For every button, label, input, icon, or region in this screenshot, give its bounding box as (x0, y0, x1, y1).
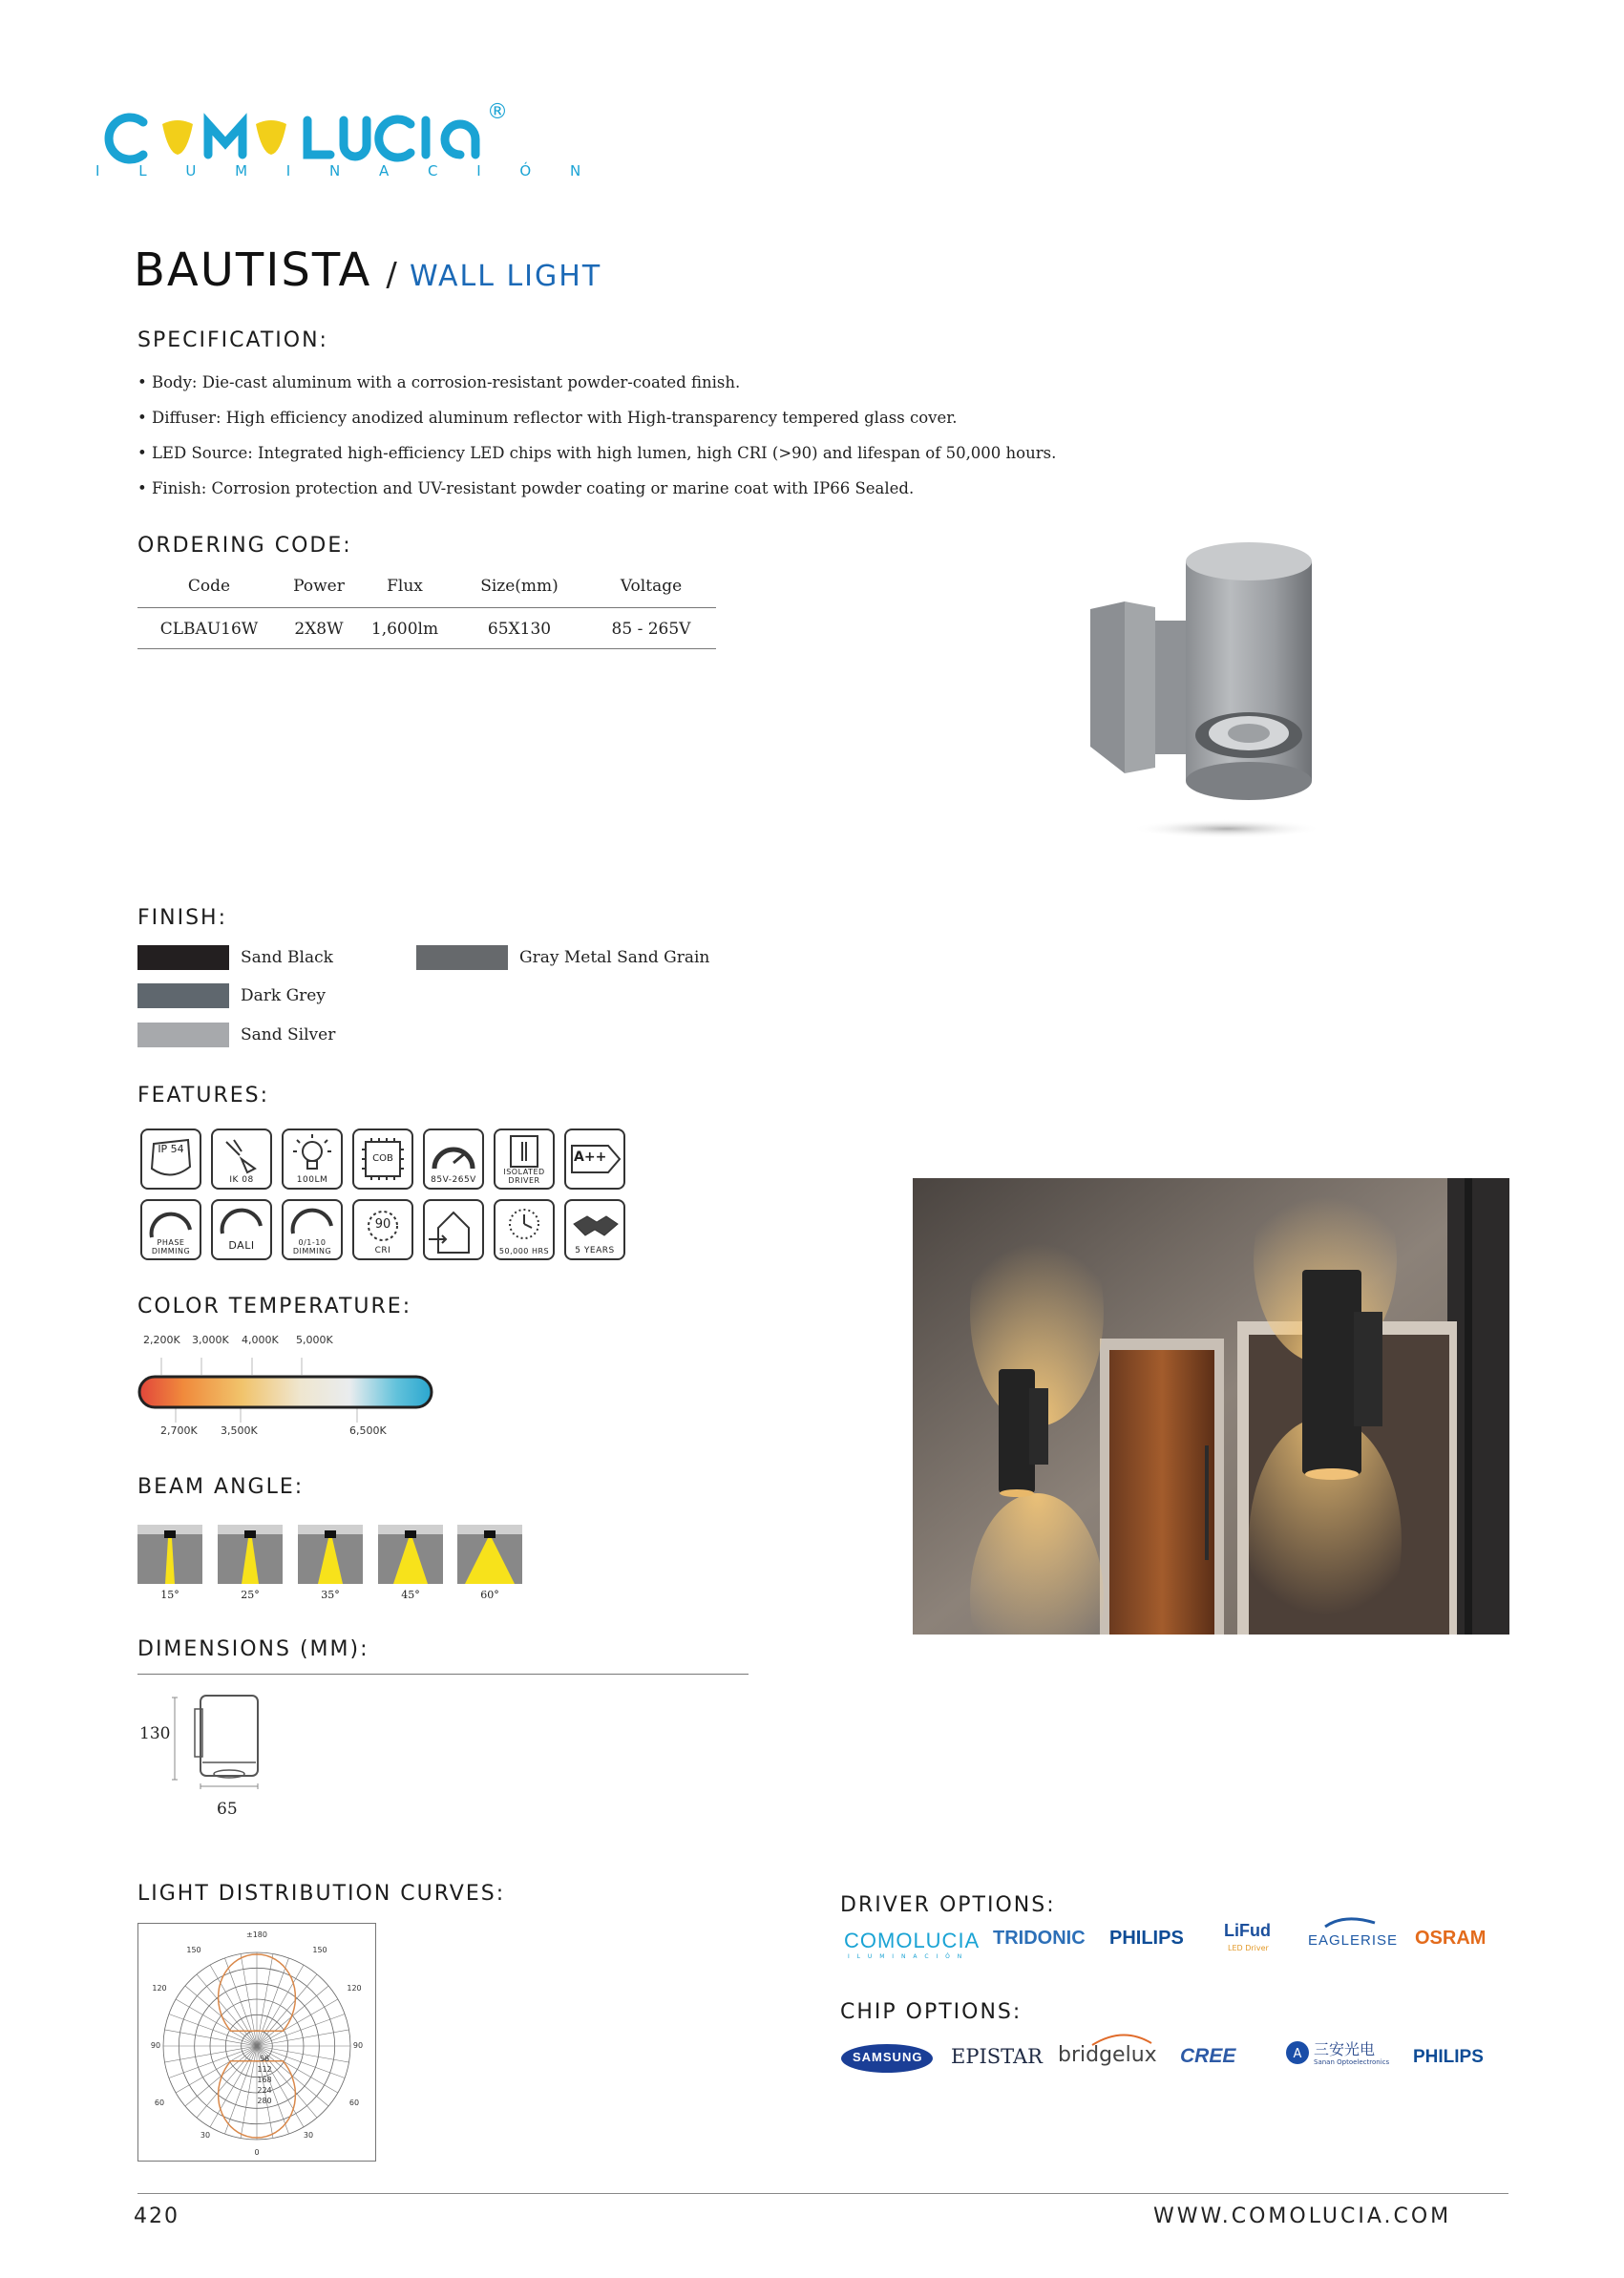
polar-angle-label: 90 (150, 2041, 161, 2050)
feature-label: 0/1-10 DIMMING (292, 1238, 332, 1255)
spec-item: • LED Source: Integrated high-efficiency LED chips with high lumen, high CRI (>90) and lifespan of 50,000 hours. (137, 444, 1057, 462)
product-name: BAUTISTA (134, 243, 372, 297)
beam-angle-heading: BEAM ANGLE: (137, 1475, 305, 1499)
table-header-row (137, 577, 716, 608)
beam-cone-icon (218, 1525, 283, 1584)
ordering-table-wrap (137, 577, 716, 649)
column-header: Size(mm) (453, 577, 586, 608)
beam-angle-tile (457, 1525, 522, 1584)
energy-class-icon (564, 1128, 625, 1190)
polar-angle-label: 0 (254, 2148, 260, 2157)
driver-brand-comolucia-sub: I L U M I N A C I Ó N (848, 1953, 965, 1960)
finish-label: Sand Black (241, 948, 333, 967)
feature-label: PHASE DIMMING (151, 1238, 191, 1255)
feature-inner-text: IP 54 (158, 1143, 184, 1155)
indoor-house-icon (423, 1199, 484, 1260)
feature-inner-text: COB (372, 1153, 393, 1164)
feature-label: 100LM (296, 1175, 328, 1185)
polar-angle-label: 90 (352, 2041, 364, 2050)
lifespan-clock-icon (494, 1199, 555, 1260)
driver-brand-osram: OSRAM (1415, 1928, 1487, 1949)
beam-angle-tile (298, 1525, 363, 1584)
driver-brand-eaglerise: EAGLERISE (1308, 1932, 1399, 1949)
table-cell: 2X8W (281, 608, 357, 649)
beam-angle-label: 45° (401, 1589, 420, 1601)
polar-radial-label: 168 (257, 2076, 272, 2084)
spec-item: • Body: Die-cast aluminum with a corrosion-resistant powder-coated finish. (137, 373, 741, 391)
polar-angle-label: 30 (303, 2131, 314, 2140)
beam-angle-tile (218, 1525, 283, 1584)
table-cell: CLBAU16W (137, 608, 281, 649)
phase-dimming-icon (140, 1199, 201, 1260)
svg-text:A: A (1293, 2047, 1302, 2061)
ordering-heading: ORDERING CODE: (137, 534, 352, 558)
beam-angle-label: 15° (160, 1589, 179, 1601)
title-separator: / (386, 256, 397, 294)
chip-brand-cree: CREE (1180, 2045, 1236, 2067)
product-image (1069, 535, 1356, 850)
polar-chart-svg (138, 1924, 375, 2161)
feature-label: DALI (228, 1239, 255, 1252)
color-temperature-bar (137, 1346, 443, 1432)
spec-item: • Diffuser: High efficiency anodized aluminum reflector with High-transparency tempered glass cover. (137, 409, 958, 427)
column-header: Voltage (586, 577, 716, 608)
driver-brand-comolucia: COMOLUCIA (844, 1929, 981, 1952)
feature-inner-text: 90 (374, 1217, 391, 1232)
feature-label: 85V-265V (431, 1175, 476, 1185)
page-title (134, 243, 601, 301)
beam-angle-tile (137, 1525, 202, 1584)
footer-divider (137, 2193, 1508, 2194)
ct-bottom-label: 3,500K (221, 1424, 258, 1437)
polar-radial-label: 224 (257, 2086, 272, 2095)
table-cell: 85 - 265V (586, 608, 716, 649)
chip-brand-samsung: SAMSUNG (853, 2050, 923, 2064)
feature-label: CRI (374, 1246, 391, 1255)
page-number: 420 (134, 2204, 179, 2228)
finish-label: Gray Metal Sand Grain (519, 948, 710, 967)
ct-bottom-label: 6,500K (349, 1424, 387, 1437)
ik08-icon (211, 1128, 272, 1190)
dimensions-divider (137, 1674, 749, 1675)
chip-brand-philips: PHILIPS (1413, 2047, 1484, 2067)
polar-radial-label: 280 (257, 2097, 272, 2105)
beam-angle-tile (378, 1525, 443, 1584)
driver-brand-philips: PHILIPS (1109, 1928, 1184, 1949)
polar-angle-label: 120 (152, 1984, 167, 1993)
polar-angle-label: 60 (348, 2099, 360, 2107)
beam-angle-label: 25° (241, 1589, 260, 1601)
polar-angle-label: 150 (312, 1946, 327, 1954)
table-row (137, 608, 716, 649)
chip-brand-sanan-sub: Sanan Optoelectronics (1314, 2058, 1390, 2066)
finish-label: Sand Silver (241, 1025, 336, 1044)
bulb-icon (282, 1128, 343, 1190)
polar-radial-label: 112 (257, 2065, 272, 2074)
polar-angle-label: 60 (154, 2099, 165, 2107)
column-header: Flux (357, 577, 453, 608)
svg-text:®: ® (487, 100, 508, 124)
cob-chip-icon (352, 1128, 413, 1190)
finish-label: Dark Grey (241, 986, 326, 1005)
driver-options-heading: DRIVER OPTIONS: (840, 1893, 1056, 1917)
bridgelux-arc-icon (1088, 2030, 1155, 2047)
polar-angle-label: 150 (186, 1946, 201, 1954)
finish-swatch-sand-silver (137, 1023, 229, 1047)
dimension-width: 65 (217, 1800, 238, 1819)
polar-angle-label: 30 (200, 2131, 211, 2140)
finish-swatch-sand-black (137, 945, 229, 970)
beam-angle-label: 60° (480, 1589, 499, 1601)
feature-inner-text: A++ (574, 1150, 607, 1165)
feature-label: 5 YEARS (575, 1246, 615, 1255)
table-cell: 1,600lm (357, 608, 453, 649)
ct-top-label: 3,000K (192, 1334, 229, 1346)
cri-icon (352, 1199, 413, 1260)
beam-angle-label: 35° (321, 1589, 340, 1601)
specification-heading: SPECIFICATION: (137, 328, 328, 352)
finish-swatch-dark-grey (137, 983, 229, 1008)
dimension-height: 130 (139, 1724, 171, 1743)
column-header: Power (281, 577, 357, 608)
website-link[interactable]: WWW.COMOLUCIA.COM (1153, 2204, 1452, 2228)
column-header: Code (137, 577, 281, 608)
chip-brand-sanan: 三安光电 (1314, 2040, 1376, 2058)
spec-item: • Finish: Corrosion protection and UV-resistant powder coating or marine coat with IP66 Sealed. (137, 479, 915, 497)
polar-angle-label: ±180 (246, 1930, 267, 1939)
ct-top-label: 2,200K (143, 1334, 180, 1346)
installation-photo (913, 1178, 1509, 1635)
product-category: WALL LIGHT (409, 260, 602, 293)
driver-brand-tridonic: TRIDONIC (993, 1928, 1086, 1949)
chip-options-heading: CHIP OPTIONS: (840, 2000, 1023, 2024)
driver-brand-lifud: LiFud (1224, 1921, 1271, 1940)
chip-brand-bridgelux: bridgelux (1058, 2043, 1157, 2067)
feature-label: ISOLATED DRIVER (503, 1168, 545, 1185)
beam-cone-icon (378, 1525, 443, 1584)
dimming-010-icon (282, 1199, 343, 1260)
light-distribution-heading: LIGHT DISTRIBUTION CURVES: (137, 1882, 506, 1906)
brand-tagline: I L U M I N A C I Ó N (95, 162, 599, 179)
feature-label: 50,000 HRS (498, 1247, 550, 1255)
isolated-driver-icon (494, 1128, 555, 1190)
ct-top-label: 5,000K (296, 1334, 333, 1346)
table-cell: 65X130 (453, 608, 586, 649)
beam-cone-icon (457, 1525, 522, 1584)
finish-swatch-gray-metal-sand-grain (416, 945, 508, 970)
dali-icon (211, 1199, 272, 1260)
warranty-handshake-icon (564, 1199, 625, 1260)
eaglerise-swoosh-icon (1321, 1915, 1379, 1929)
sanan-logo-icon (1285, 2036, 1310, 2069)
dimensions-heading: DIMENSIONS (MM): (137, 1637, 369, 1661)
beam-cone-icon (298, 1525, 363, 1584)
chip-brand-epistar: EPISTAR (951, 2045, 1043, 2068)
ordering-table (137, 577, 716, 649)
finish-heading: FINISH: (137, 906, 228, 930)
polar-angle-label: 120 (347, 1984, 362, 1993)
ct-bottom-label: 2,700K (160, 1424, 198, 1437)
features-heading: FEATURES: (137, 1084, 270, 1107)
feature-label: IK 08 (229, 1175, 254, 1185)
voltage-gauge-icon (423, 1128, 484, 1190)
driver-brand-lifud-sub: LED Driver (1228, 1944, 1269, 1952)
beam-cone-icon (137, 1525, 202, 1584)
ip54-icon (140, 1128, 201, 1190)
color-temperature-heading: COLOR TEMPERATURE: (137, 1295, 412, 1318)
polar-radial-label: 56 (259, 2055, 270, 2063)
ct-top-label: 4,000K (242, 1334, 279, 1346)
polar-chart (137, 1923, 376, 2162)
